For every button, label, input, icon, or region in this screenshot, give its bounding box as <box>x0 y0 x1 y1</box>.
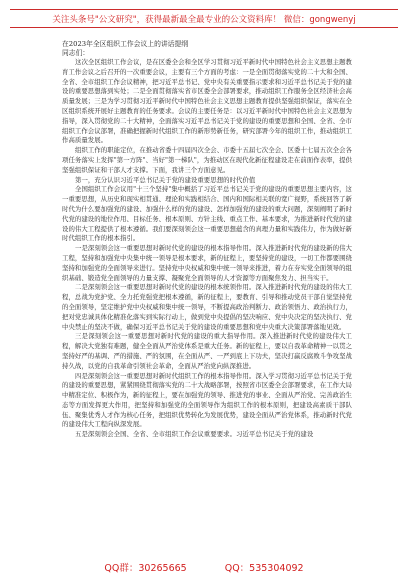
paragraph: 这次全区组织工作会议，是在区委全会和全区学习贯彻习近平新时代中国特色社会主义思想主题教育工作会议之后召开的一次重要会议，主要有三个方面的考虑：一是全面贯彻落实党的二十大和全国、全省、全市组织工作会议精神，把习近平总书记、党中央有关重要指示要求和习近平总书记关于党的建设的重要思想落到实处；二是全面贯彻落实省市区委全会部署要求，推动组织工作服务全区经济社会高质量发展；三是为学习贯彻习近平新时代中国特色社会主义思想主题教育提供坚强组织保证，落实在全区组织系统开展好主题教育的任务要求。会议的主要任务是：以习近平新时代中国特色社会主义思想为指导，深入贯彻党的二十大精神，全面落实习近平总书记关于党的建设的重要思想和全国、全省、全市组织工作会议部署，准确把握新时代组织工作的新形势新任务，研究部署今年的组织工作，推动组织工作高质量发展。 <box>62 58 352 145</box>
footer-contacts <box>0 560 408 576</box>
header-banner <box>10 9 398 28</box>
paragraph: 三是深刻领会这一重要思想对新时代党的建设的重大指导作用。深入推进新时代党的建设伟大工程，解决大党独有难题，健全全面从严治党体系是重大任务。新的征程上，要以自我革命精神一以贯之坚持好严的基调、严的措施、严的氛围，在全面从严、一严到底上下功夫，坚决打赢反腐败斗争攻坚战持久战，以党的自我革命引领社会革命，全面从严治党向纵深推进。 <box>62 332 352 370</box>
banner-text: 关注头条号"公文研究"，获得最新最全最专业的公文资料库！ 微信：gongwenyj <box>52 14 356 25</box>
paragraph: 四是深刻领会这一重要思想对新时代组织工作的根本指导作用。深入学习贯彻习近平总书记关于党的建设的重要思想，紧紧围绕贯彻落实党的二十大战略部署，按照省市区委全会部署要求，在工作大局中精准定位、积极作为，新的征程上，要在加强党的领导、推进党的事业、全面从严治党、完善政治生态等方面发挥更大作用，把坚持和加强党的全面领导作为组织工作的根本原则，把建设高素质干部队伍、聚集优秀人才作为核心任务，把组织优势转化为发展优势，建设全面从严治党体系，推动新时代党的建设伟大工程向纵深发展。 <box>62 371 352 429</box>
footer-qq-group: QQ群：30265665 <box>104 563 187 574</box>
paragraph: 二是深刻领会这一重要思想对新时代党的建设的根本统领作用。深入推进新时代党的建设的伟大工程，总战为党护党、全力托党强党把根本遵循，新的征程上，要教育、引导和推动党员干部自觉坚持党的全面领导，坚定维护党中央权威和集中统一领导，不断提高政治判断力、政治领悟力、政治执行力，把对党忠诚具体化精准化落实到实际行动上，做到党中央提倡的坚决响应、党中央决定的坚决执行、党中央禁止的坚决不做，确保习近平总书记关于党的建设的重要思想和党中央重大决策部署落地见效。 <box>62 283 352 331</box>
section-heading: 第一，充分认识习近平总书记关于党的建设重要思想的时代价值 <box>75 175 256 184</box>
salutation: 同志们： <box>62 49 90 57</box>
footer-qq: QQ：535304092 <box>224 563 304 574</box>
document-body <box>62 40 352 554</box>
paragraph: 组织工作的职能定位，在推动省委十四届四次全会、市委十五届七次全会、区委十七届五次全会各项任务落实上发挥"第一方阵"、当好"第一梯队"，为推动区在现代化新征程建设走在前面作表率，提供坚强组织保证和干部人才支撑。下面，我讲三个方面意见。 <box>62 146 352 174</box>
paragraph: 一是深刻领会这一重要思想对新时代党的建设的根本指导作用。深入推进新时代党的建设新的伟大工程，坚持和加强党中央集中统一领导是根本要求，新的征程上，要坚持党的建设，一切工作都要围绕坚持和加强党的全面领导来进行。坚持党中央权威和集中统一领导来推进，着力在夯实党全面领导的组织基础、锻造党全面领导的力量支撑、凝聚党全面领导的人才资源等方面聚焦发力、担当实干。 <box>62 244 352 282</box>
paragraph: 五是深刻领会全国、全省、全市组织工作会议重要要求。习近平总书记关于党的建设 <box>75 430 314 439</box>
paragraph: 全国组织工作会议用"十三个坚持"集中概括了习近平总书记关于党的建设的重要思想主要内容，这一重要思想，从历史和现实相贯通、理论和实践相结合、国内和国际相关联的宽广视野，系统回答了新时代为什么要加强党的建设、加强什么样的党的建设、怎样加强党的建设的重大问题，深刻阐明了新时代党的建设的地位作用、目标任务、根本原则、方针主线、重点工作、基本要求，为推进新时代党的建设的伟大工程提供了根本遵循。我们要深刻领会这一重要思想蕴含的真理力量和实践伟力，作为做好新时代组织工作的根本指引。 <box>62 185 352 243</box>
document-title: 在2023年全区组织工作会议上的讲话提纲 <box>62 40 189 48</box>
